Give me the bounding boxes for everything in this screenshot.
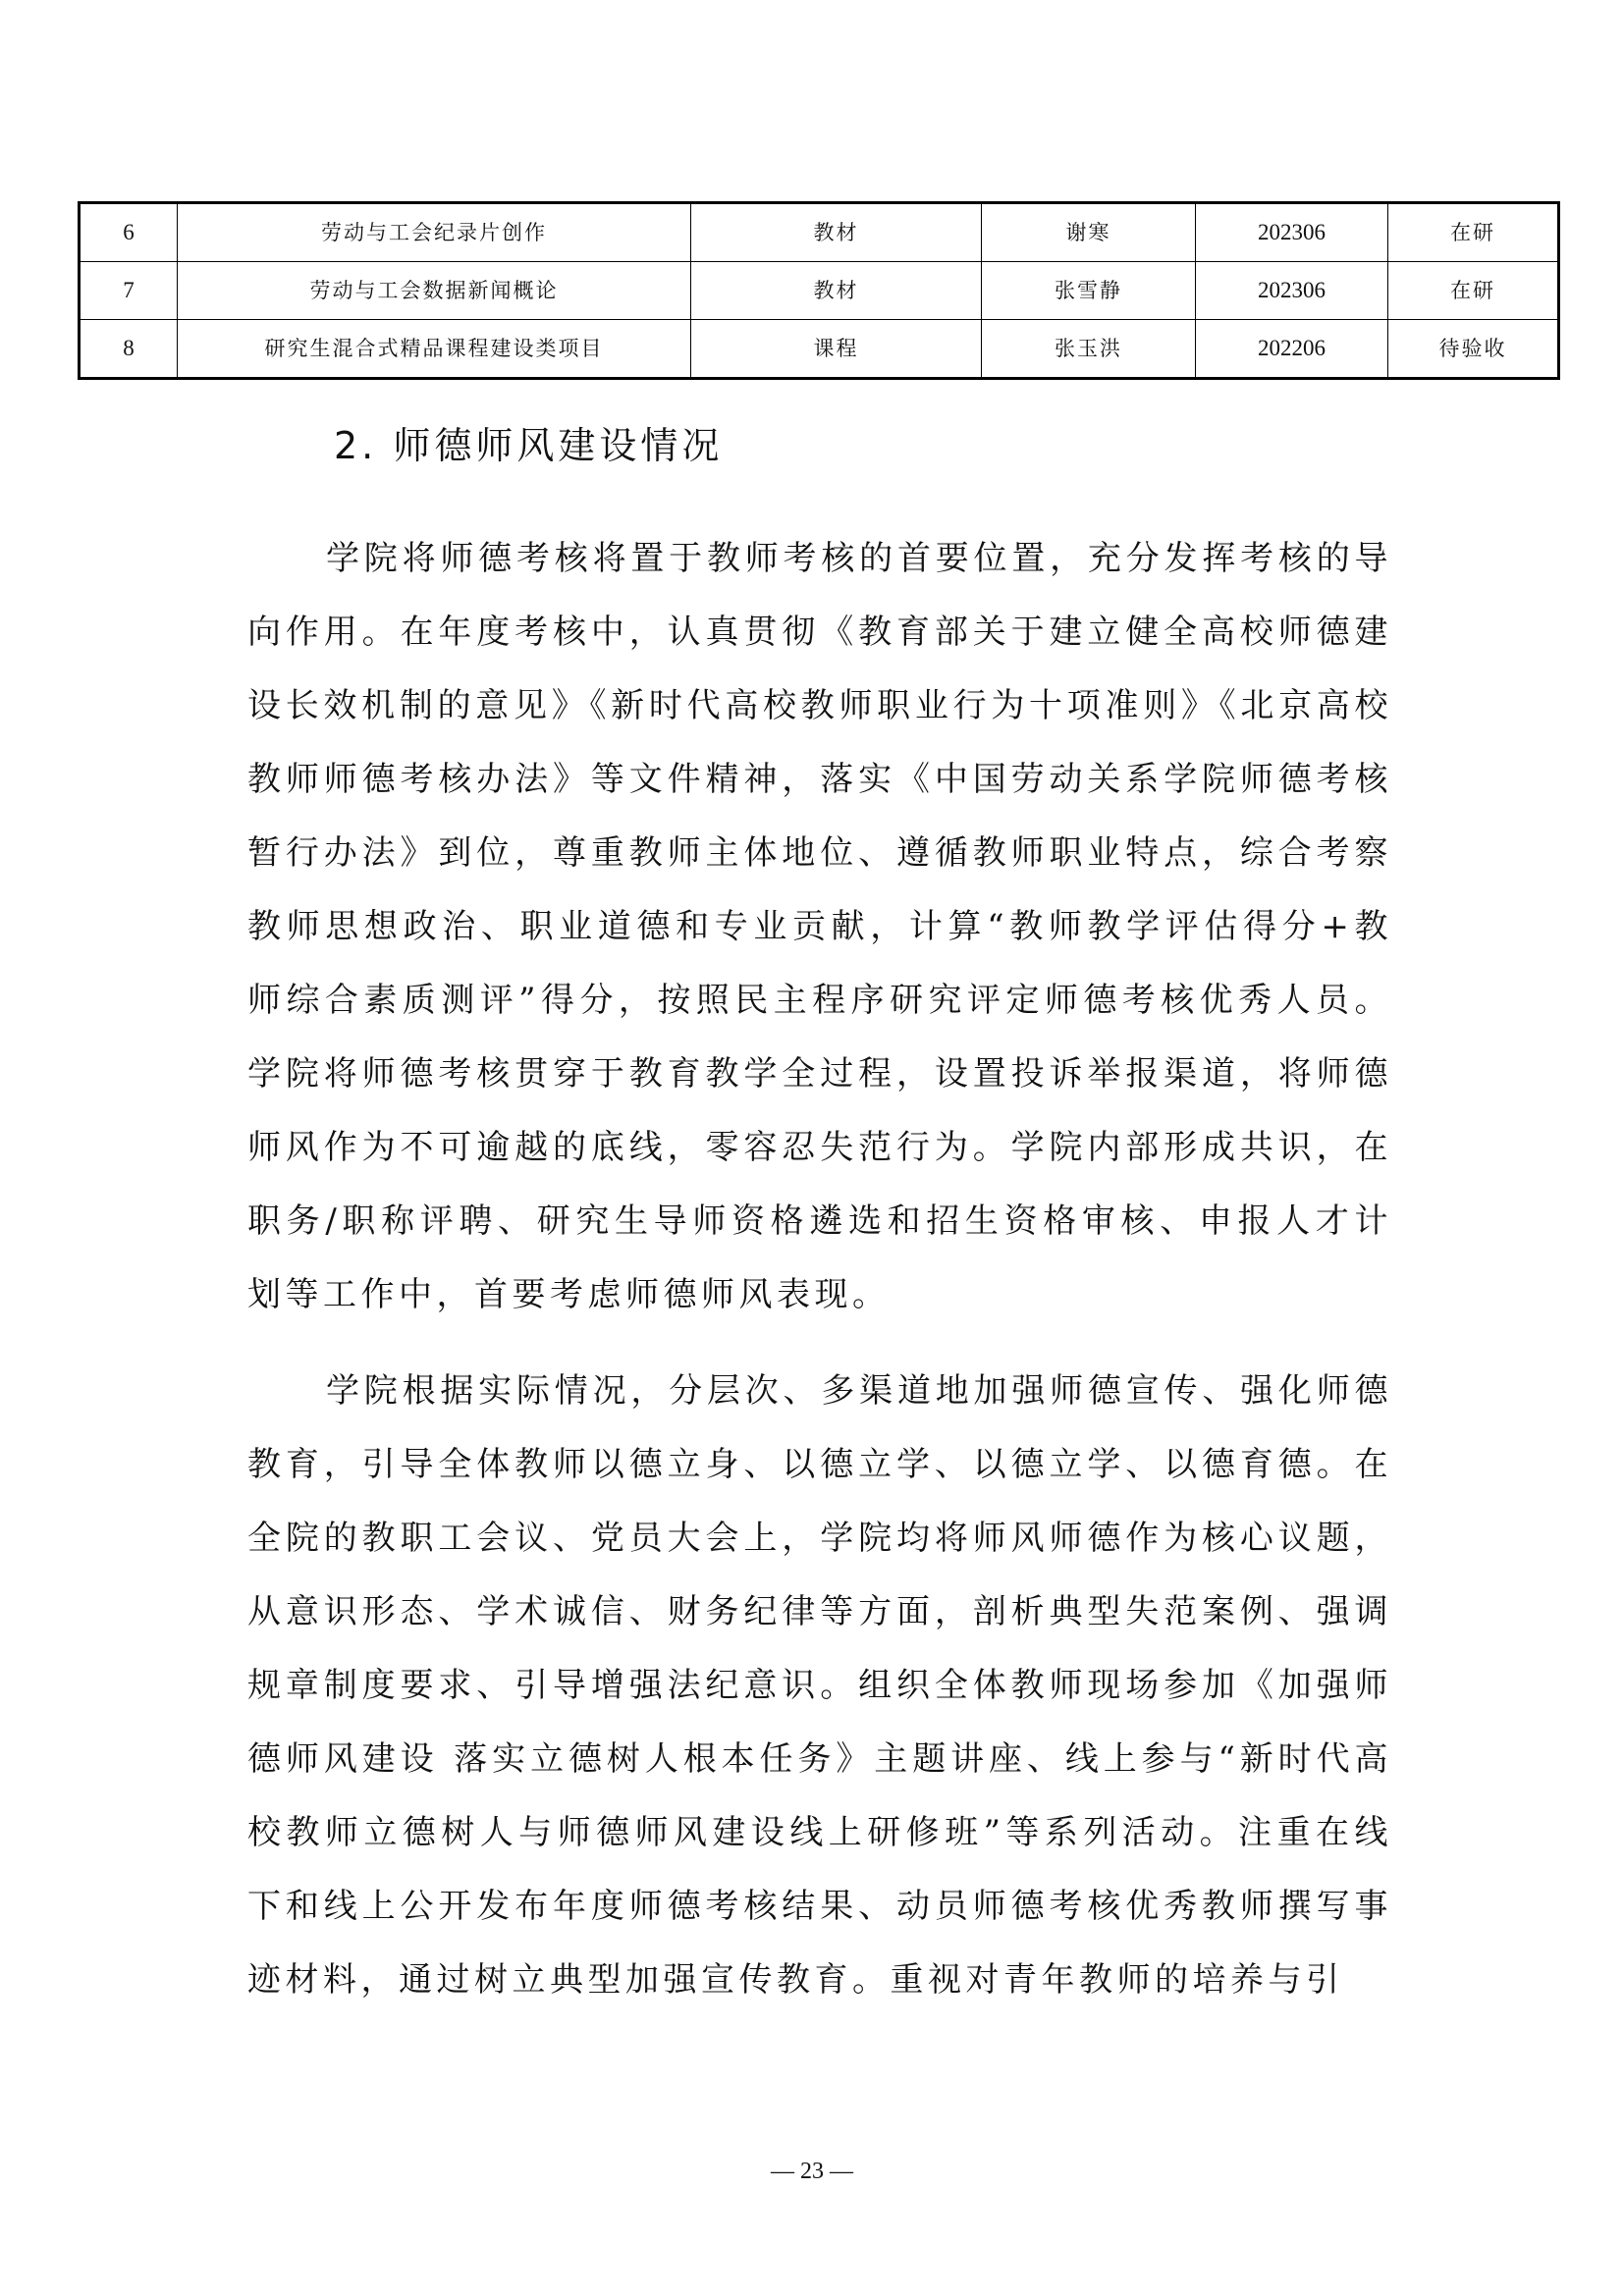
- table-row: [80, 262, 1559, 320]
- project-name: 劳动与工会纪录片创作: [178, 203, 691, 262]
- page-number: — 23 —: [771, 2159, 853, 2184]
- project-name: 研究生混合式精品课程建设类项目: [178, 320, 691, 379]
- project-status: 在研: [1388, 203, 1559, 262]
- project-type: 课程: [691, 320, 982, 379]
- project-table: [78, 201, 1560, 380]
- section-heading: 2. 师德师风建设情况: [334, 424, 724, 467]
- row-number: 6: [80, 203, 178, 262]
- project-type: 教材: [691, 262, 982, 320]
- project-date: 202206: [1196, 320, 1388, 379]
- table-row: [80, 203, 1559, 262]
- project-status: 在研: [1388, 262, 1559, 320]
- project-type: 教材: [691, 203, 982, 262]
- project-leader: 张玉洪: [982, 320, 1196, 379]
- project-name: 劳动与工会数据新闻概论: [178, 262, 691, 320]
- row-number: 7: [80, 262, 178, 320]
- body-text: [247, 522, 1392, 2017]
- row-number: 8: [80, 320, 178, 379]
- paragraph: 学院将师德考核将置于教师考核的首要位置，充分发挥考核的导向作用。在年度考核中，认真贯彻《教育部关于建立健全高校师德建设长效机制的意见》《新时代高校教师职业行为十项准则》《北京高校教师师德考核办法》等文件精神，落实《中国劳动关系学院师德考核暂行办法》到位，尊重教师主体地位、遵循教师职业特点，综合考察教师思想政治、职业道德和专业贡献，计算“教师教学评估得分+教师综合素质测评”得分，按照民主程序研究评定师德考核优秀人员。学院将师德考核贯穿于教育教学全过程，设置投诉举报渠道，将师德师风作为不可逾越的底线，零容忍失范行为。学院内部形成共识，在职务/职称评聘、研究生导师资格遴选和招生资格审核、申报人才计划等工作中，首要考虑师德师风表现。: [247, 539, 1392, 1314]
- project-date: 202306: [1196, 203, 1388, 262]
- project-leader: 张雪静: [982, 262, 1196, 320]
- project-leader: 谢寒: [982, 203, 1196, 262]
- paragraph: 学院根据实际情况，分层次、多渠道地加强师德宣传、强化师德教育，引导全体教师以德立身、以德立学、以德立学、以德育德。在全院的教职工会议、党员大会上，学院均将师风师德作为核心议题，从意识形态、学术诚信、财务纪律等方面，剖析典型失范案例、强调规章制度要求、引导增强法纪意识。组织全体教师现场参加《加强师德师风建设 落实立德树人根本任务》主题讲座、线上参与“新时代高校教师立德树人与师德师风建设线上研修班”等系列活动。注重在线下和线上公开发布年度师德考核结果、动员师德考核优秀教师撰写事迹材料，通过树立典型加强宣传教育。重视对青年教师的培养与引: [247, 1371, 1392, 2000]
- project-date: 202306: [1196, 262, 1388, 320]
- table-row: [80, 320, 1559, 379]
- project-status: 待验收: [1388, 320, 1559, 379]
